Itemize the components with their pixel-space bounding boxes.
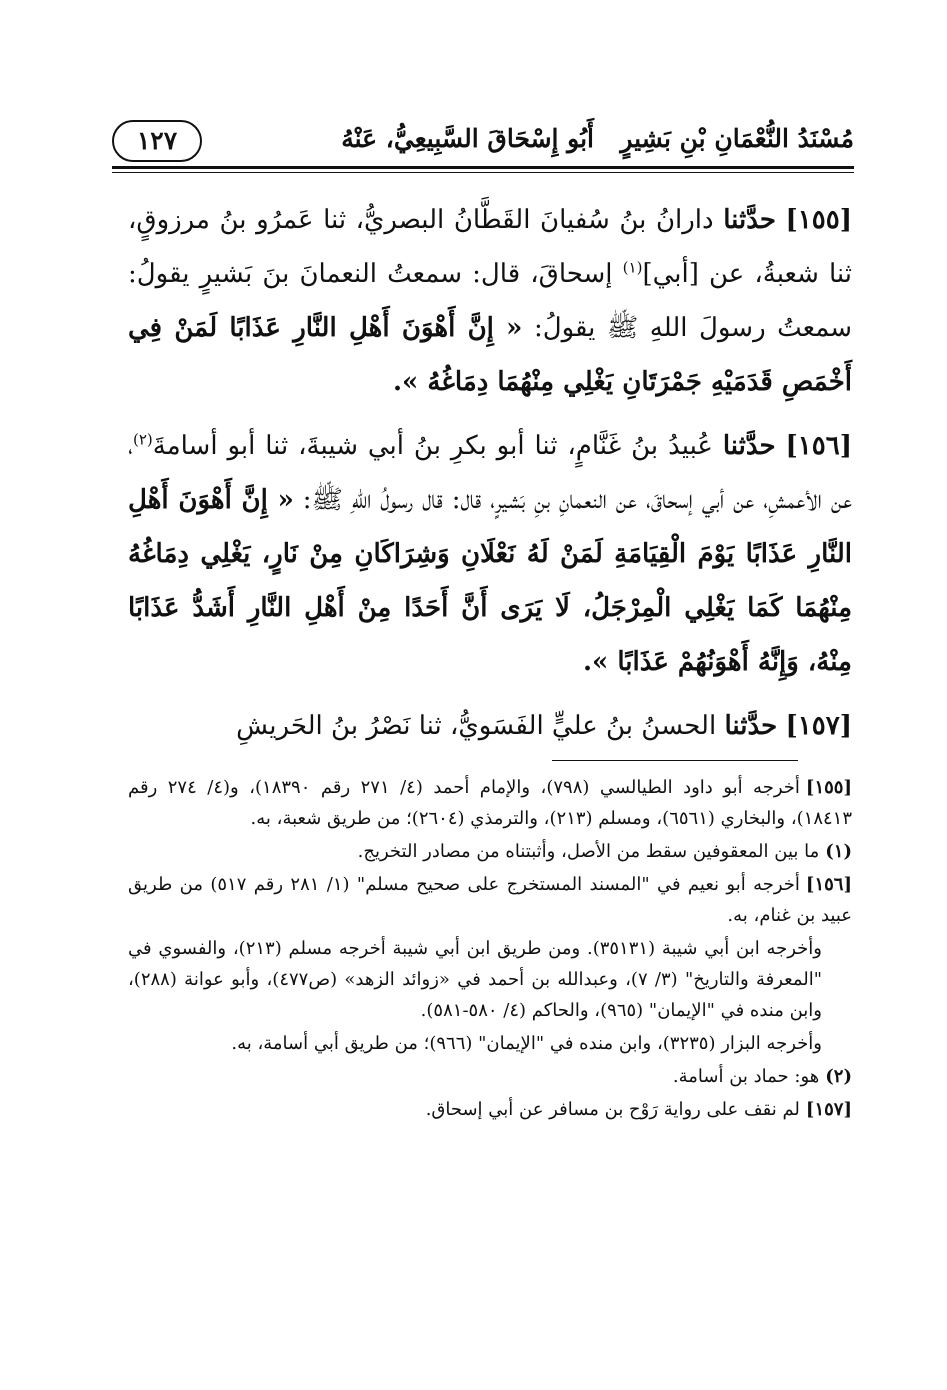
hadith-155 (128, 193, 852, 409)
hadith-number: [١٥٥] (785, 205, 853, 235)
footnote-tag: [١٥٥] (805, 777, 852, 798)
footnote-1 (128, 836, 852, 867)
page-number: ١٢٧ (112, 120, 202, 162)
hadith-text: دارانُ بنُ سُفيانَ القَطَّانُ البصريُّ، ثنا عَمرُو بنُ مرزوقٍ، ثنا شعبةُ، عن [أبي] (128, 205, 852, 289)
header-title: مُسْنَدُ النُّعْمَانِ بْنِ بَشِيرٍ (620, 124, 854, 153)
footnote-156-cont (128, 1028, 852, 1059)
hadith-lead: حدَّثنا (724, 711, 778, 741)
footnote-tag: [١٥٧] (805, 1099, 852, 1120)
footnote-tag: [١٥٦] (805, 874, 852, 895)
footnote-separator (552, 760, 798, 761)
hadith-157 (128, 699, 852, 753)
footnote-tag: (١) (825, 841, 852, 862)
footnote-155 (128, 772, 852, 834)
footnote-2 (128, 1061, 852, 1092)
footnote-156 (128, 869, 852, 931)
footnote-text: أخرجه أبو نعيم في "المسند المستخرج على صحيح مسلم" (١/ ٢٨١ رقم ٥١٧) من طريق عبيد بن غنام، به. (128, 874, 852, 926)
header-subtitle: أَبُو إِسْحَاقَ السَّبِيعِيُّ، عَنْهُ (341, 124, 594, 153)
footnote-157 (128, 1094, 852, 1125)
header-rule-thin (112, 172, 854, 173)
footnote-ref: (٢) (132, 430, 153, 449)
footnote-156-cont (128, 933, 852, 1026)
footnote-ref: (١) (622, 258, 643, 277)
hadith-text: عُبيدُ بنُ غَنَّامٍ، ثنا أبو بكرِ بنُ أبي شيبةَ، ثنا أبو أسامةَ (152, 431, 713, 461)
footnote-text: لم نقف على رواية رَوْح بن مسافر عن أبي إسحاق. (425, 1099, 800, 1120)
hadith-quote: « إِنَّ أَهْوَنَ أَهْلِ النَّارِ عَذَابًا لَمَنْ فِي أَخْمَصِ قَدَمَيْهِ جَمْرَتَانِ يَغْلِي مِنْهُمَا دِمَاغُهُ ». (128, 313, 852, 397)
footnote-tag: (٢) (825, 1066, 852, 1087)
hadith-lead: حدَّثنا (722, 431, 776, 461)
hadith-lead: حدَّثنا (723, 205, 776, 235)
hadith-text: ، عن الأعمشِ، عن أبي إسحاقَ، عن النعمانِ بنِ بَشيرٍ، قال: قال رسولُ اللهِ ﷺ: (128, 431, 853, 515)
footnote-text: هو: حماد بن أسامة. (672, 1066, 820, 1087)
hadith-156 (128, 419, 852, 689)
footnote-text: وأخرجه البزار (٣٢٣٥)، وابن منده في "الإيمان" (٩٦٦)؛ من طريق أبي أسامة، به. (231, 1033, 822, 1054)
hadith-text: الحسنُ بنُ عليٍّ الفَسَويُّ، ثنا نَصْرُ بنُ الحَريشِ (236, 711, 717, 741)
header-rule (112, 166, 854, 169)
hadith-number: [١٥٦] (785, 431, 853, 461)
hadith-quote: « إِنَّ أَهْوَنَ أَهْلِ النَّارِ عَذَابًا يَوْمَ الْقِيَامَةِ لَمَنْ لَهُ نَعْلَانِ وَشِرَاكَانِ مِنْ نَارٍ، يَغْلِي دِمَاغُهُ مِنْهُمَا كَمَا يَغْلِي الْمِرْجَلُ، لَا يَرَى أَنَّ أَحَدًا مِنْ أَهْلِ النَّارِ أَشَدُّ عَذَابًا مِنْهُ، وَإِنَّهُ أَهْوَنُهُمْ عَذَابًا ». (128, 485, 852, 677)
main-text (128, 193, 852, 763)
hadith-number: [١٥٧] (785, 711, 852, 741)
footnote-text: أخرجه أبو داود الطيالسي (٧٩٨)، والإمام أحمد (٤/ ٢٧١ رقم ١٨٣٩٠)، و(٤/ ٢٧٤ رقم ١٨٤١٣)، والبخاري (٦٥٦١)، ومسلم (٢١٣)، والترمذي (٢٦٠٤)؛ من طريق شعبة، به. (128, 777, 852, 829)
footnote-text: وأخرجه ابن أبي شيبة (٣٥١٣١). ومن طريق ابن أبي شيبة أخرجه مسلم (٢١٣)، والفسوي في "المعرفة والتاريخ" (٣/ ٧)، وعبدالله بن أحمد في «زوائد الزهد» (ص٤٧٧)، وأبو عوانة (٢٨٨)، وابن منده في "الإيمان" (٩٦٥)، والحاكم (٤/ ٥٨٠-٥٨١). (128, 938, 822, 1021)
footnote-text: ما بين المعقوفين سقط من الأصل، وأثبتناه من مصادر التخريج. (357, 841, 820, 862)
footnotes (128, 772, 852, 1127)
running-header (112, 112, 854, 164)
hadith-text: إسحاقَ، قال: سمعتُ النعمانَ بنَ بَشيرٍ يقولُ: سمعتُ رسولَ اللهِ ﷺ يقولُ: (128, 259, 853, 343)
